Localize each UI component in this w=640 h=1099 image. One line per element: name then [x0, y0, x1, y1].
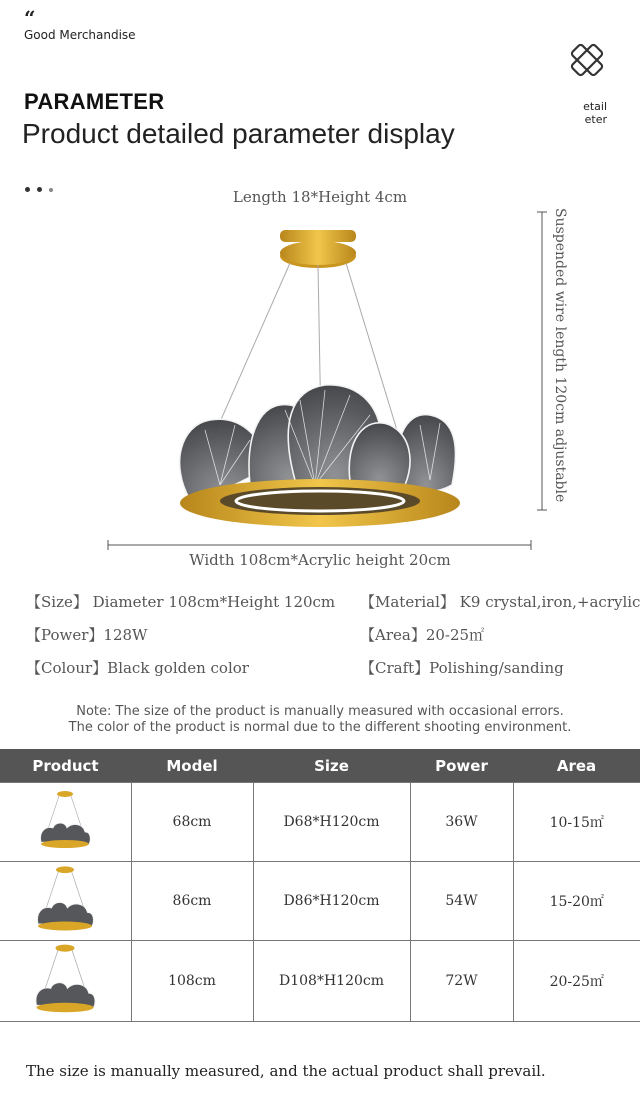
header-product: Product: [0, 749, 131, 783]
lamp-thumb-icon: [29, 863, 101, 935]
dimension-side-wrap: [552, 208, 574, 512]
lamp-illustration: [100, 185, 540, 535]
table-row: [0, 783, 640, 862]
product-thumbnail: [0, 783, 131, 862]
brand-label: Good Merchandise: [24, 28, 136, 42]
lamp-thumb-icon: [33, 788, 97, 852]
power-cell: 54W: [410, 862, 513, 941]
spec-size: 【Size】 Diameter 108cm*Height 120cm: [26, 593, 336, 611]
header-area: Area: [513, 749, 640, 783]
header-model: Model: [131, 749, 253, 783]
corner-label: [583, 100, 607, 126]
spec-material: 【Material】 K9 crystal,iron,+acrylic: [360, 593, 640, 611]
dimension-side-line: [536, 210, 548, 512]
product-thumbnail: [0, 862, 131, 941]
area-cell: 20-25㎡: [513, 941, 640, 1022]
spec-area: 【Area】20-25㎡: [360, 626, 485, 644]
note-line-2: The color of the product is normal due to the different shooting environment.: [68, 720, 572, 735]
dimension-top-label: Length 18*Height 4cm: [232, 188, 408, 206]
header-power: Power: [410, 749, 513, 783]
table-row: [0, 941, 640, 1022]
corner-line-2: eter: [584, 113, 607, 126]
lamp-thumb-icon: [27, 941, 103, 1017]
dimension-side-label: Suspended wire length 120cm adjustable: [552, 208, 568, 503]
size-cell: D108*H120cm: [253, 941, 410, 1022]
header-size: Size: [253, 749, 410, 783]
model-cell: 68cm: [131, 783, 253, 862]
spec-power: 【Power】128W: [26, 626, 148, 644]
corner-line-1: etail: [583, 100, 607, 113]
product-thumbnail: [0, 941, 131, 1022]
quote-mark: “: [24, 6, 36, 30]
brand-logo-icon: [566, 40, 608, 82]
table-header-row: [0, 749, 640, 783]
footer-note: The size is manually measured, and the actual product shall prevail.: [26, 1062, 546, 1080]
page-title: PARAMETER: [24, 89, 165, 114]
size-cell: D86*H120cm: [253, 862, 410, 941]
spec-colour: 【Colour】Black golden color: [26, 659, 249, 677]
area-cell: 10-15㎡: [513, 783, 640, 862]
page-subtitle: Product detailed parameter display: [22, 118, 455, 149]
area-cell: 15-20㎡: [513, 862, 640, 941]
size-cell: D68*H120cm: [253, 783, 410, 862]
power-cell: 72W: [410, 941, 513, 1022]
model-cell: 108cm: [131, 941, 253, 1022]
power-cell: 36W: [410, 783, 513, 862]
dimension-bottom-line: [107, 539, 533, 551]
dimension-bottom-label: Width 108cm*Acrylic height 20cm: [189, 551, 451, 569]
spec-craft: 【Craft】Polishing/sanding: [360, 659, 564, 677]
note-line-1: Note: The size of the product is manually measured with occasional errors.: [76, 704, 564, 719]
model-table: [0, 749, 640, 1022]
model-cell: 86cm: [131, 862, 253, 941]
table-row: [0, 862, 640, 941]
